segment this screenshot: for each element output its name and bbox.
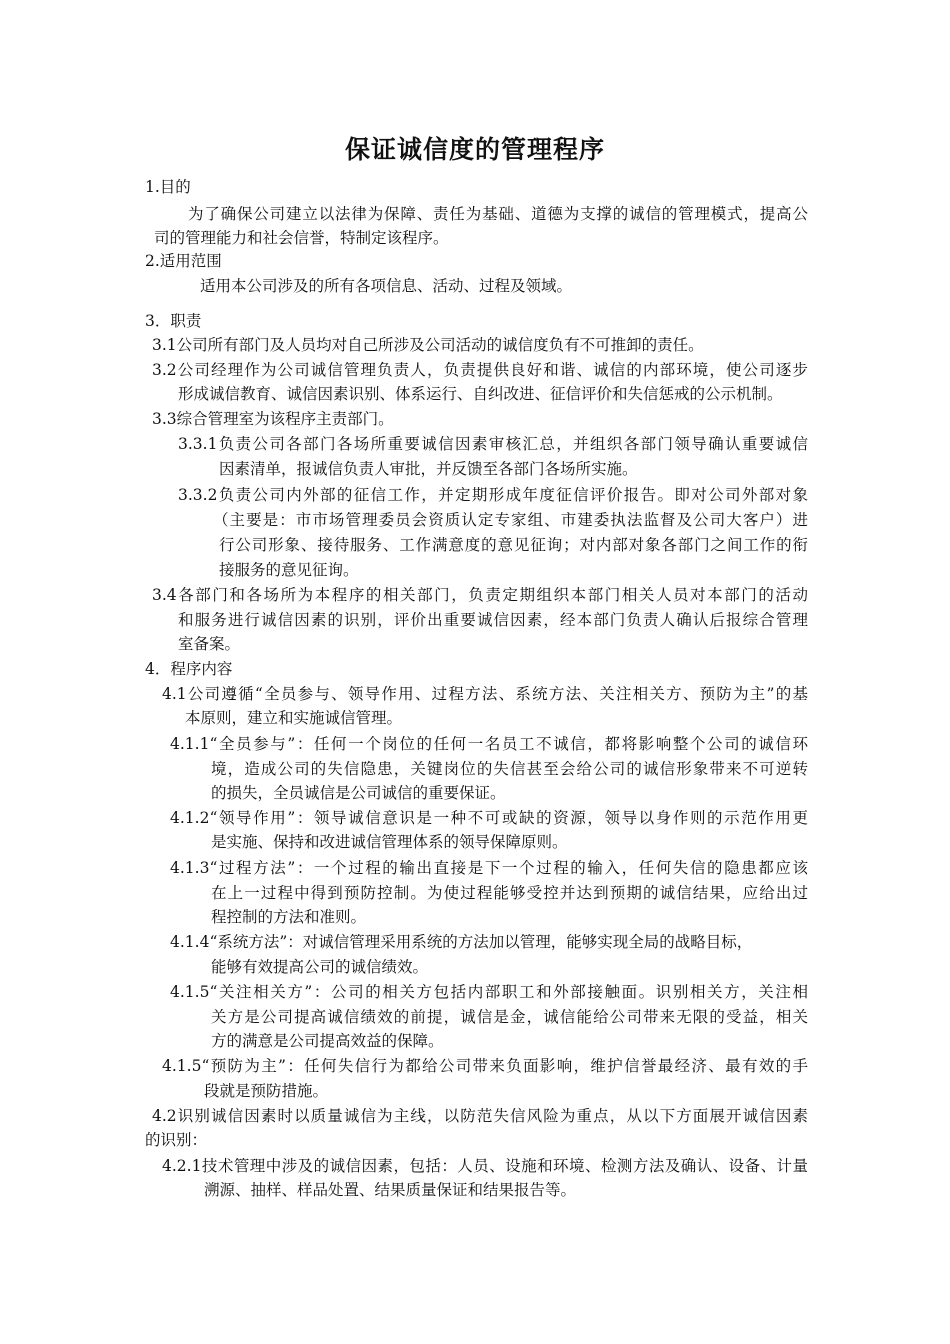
body-line: 适用本公司涉及的所有各项信息、活动、过程及领域。 [200,277,573,295]
body-line: 在上一过程中得到预防控制。为使过程能够受控并达到预期的诚信结果，应给出过 [211,884,808,902]
body-line: 本原则，建立和实施诚信管理。 [185,709,403,727]
body-line: 因素清单，报诚信负责人审批，并反馈至各部门各场所实施。 [219,460,638,478]
heading-scope: 2.适用范围 [145,252,222,270]
body-line: （主要是：市市场管理委员会资质认定专家组、市建委执法监督及公司大客户）进 [213,511,808,529]
body-line: 溯源、抽样、样品处置、结果质量保证和结果报告等。 [204,1181,577,1199]
document-title: 保证诚信度的管理程序 [344,135,605,164]
body-line: 程控制的方法和准则。 [211,908,367,926]
body-line: 接服务的意见征询。 [219,561,359,579]
body-line: 4.1.2“领导作用”：领导诚信意识是一种不可或缺的资源，领导以身作则的示范作用更 [170,809,808,827]
body-line: 3.2公司经理作为公司诚信管理负责人，负责提供良好和谐、诚信的内部环境，使公司逐步 [152,361,808,379]
heading-purpose: 1.目的 [145,178,191,196]
body-line: 4.1.1“全员参与”：任何一个岗位的任何一名员工不诚信，都将影响整个公司的诚信环 [170,735,808,753]
body-line: 3.1公司所有部门及人员均对自己所涉及公司活动的诚信度负有不可推卸的责任。 [152,336,704,354]
body-line: 4.1.3“过程方法”：一个过程的输出直接是下一个过程的输入，任何失信的隐患都应该 [170,859,808,877]
body-line: 4.2.1技术管理中涉及的诚信因素，包括：人员、设施和环境、检测方法及确认、设备、计量 [162,1157,808,1175]
body-line: 境，造成公司的失信隐患，关键岗位的失信甚至会给公司的诚信形象带来不可逆转 [211,760,808,778]
body-line: 为了确保公司建立以法律为保障、责任为基础、道德为支撑的诚信的管理模式，提高公 [188,205,808,223]
body-line: 的损失，全员诚信是公司诚信的重要保证。 [211,784,506,802]
body-line: 3.3.1负责公司各部门各场所重要诚信因素审核汇总，并组织各部门领导确认重要诚信 [178,435,808,453]
body-line: 4.1公司遵循“全员参与、领导作用、过程方法、系统方法、关注相关方、预防为主”的基 [162,685,808,703]
body-line: 3.3.2负责公司内外部的征信工作，并定期形成年度征信评价报告。即对公司外部对象 [178,486,808,504]
body-line: 和服务进行诚信因素的识别，评价出重要诚信因素，经本部门负责人确认后报综合管理 [178,611,808,629]
body-line: 4.2识别诚信因素时以质量诚信为主线，以防范失信风险为重点，从以下方面展开诚信因素 [152,1107,808,1125]
body-line: 司的管理能力和社会信誉，特制定该程序。 [154,229,449,247]
body-line: 的识别： [145,1131,208,1149]
body-line: 行公司形象、接待服务、工作满意度的意见征询；对内部对象各部门之间工作的衔 [219,536,808,554]
body-line: 3.3综合管理室为该程序主责部门。 [152,410,394,428]
heading-duties: 3．职责 [145,312,202,330]
body-line: 方的满意是公司提高效益的保障。 [211,1032,444,1050]
body-line: 关方是公司提高诚信绩效的前提，诚信是金，诚信能给公司带来无限的受益，相关 [211,1008,808,1026]
body-line: 段就是预防措施。 [204,1082,329,1100]
body-line: 能够有效提高公司的诚信绩效。 [211,958,429,976]
body-line: 4.1.4“系统方法”：对诚信管理采用系统的方法加以管理，能够实现全局的战略目标， [170,933,753,951]
body-line: 形成诚信教育、诚信因素识别、体系运行、自纠改进、征信评价和失信惩戒的公示机制。 [178,385,783,403]
body-line: 3.4各部门和各场所为本程序的相关部门，负责定期组织本部门相关人员对本部门的活动 [152,586,808,604]
heading-procedure: 4．程序内容 [145,660,233,678]
body-line: 室备案。 [178,635,241,653]
body-line: 4.1.5“预防为主”：任何失信行为都给公司带来负面影响，维护信誉最经济、最有效的手 [162,1057,808,1075]
body-line: 4.1.5“关注相关方”：公司的相关方包括内部职工和外部接触面。识别相关方，关注相 [170,983,808,1001]
body-line: 是实施、保持和改进诚信管理体系的领导保障原则。 [211,833,568,851]
